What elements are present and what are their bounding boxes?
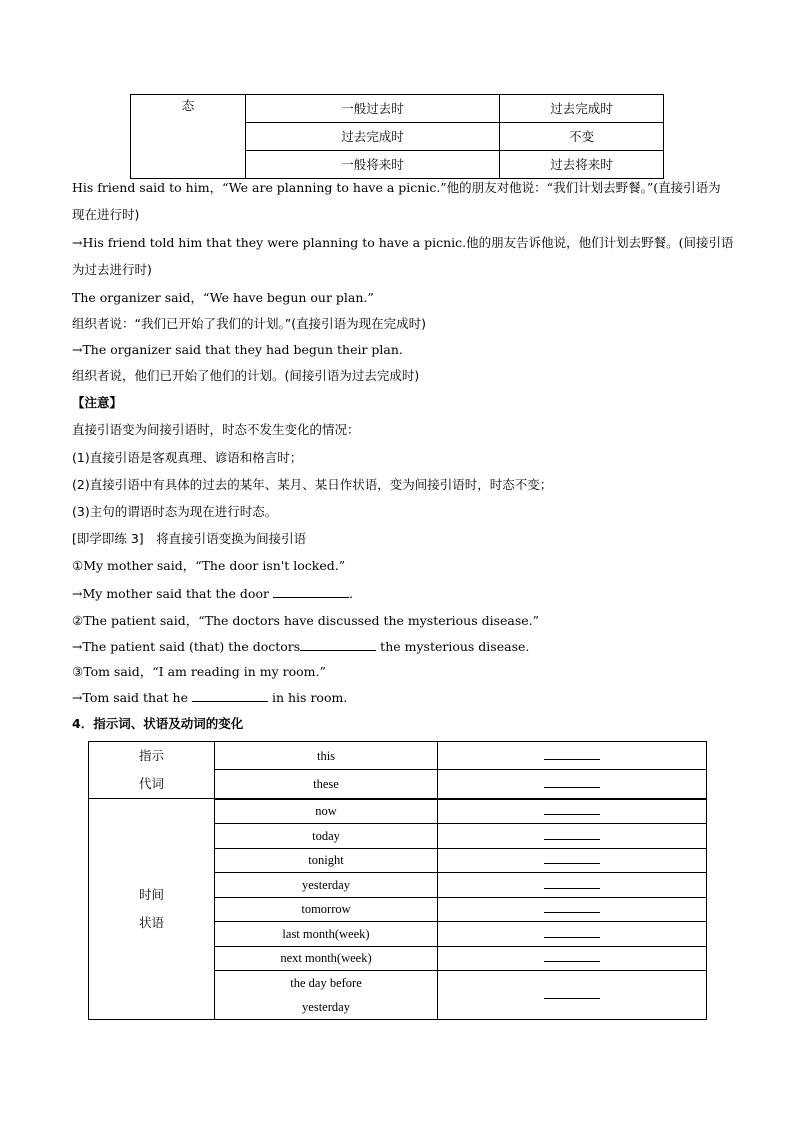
answer-cell[interactable]: [438, 824, 707, 849]
category-label-line: 时间: [138, 887, 164, 902]
answer-blank[interactable]: [544, 927, 600, 938]
exercise-2-question: ②The patient said，“The doctors have discussed the mysterious disease.”: [72, 613, 540, 628]
exercise-2-blank[interactable]: [300, 639, 376, 651]
exercise-1-suffix: .: [348, 586, 353, 601]
answer-blank[interactable]: [544, 777, 600, 788]
category-label-line: 指示: [138, 748, 164, 763]
note-heading: 【注意】: [72, 395, 123, 410]
word-line: the day before: [290, 976, 362, 990]
exercise-1-answer: [72, 586, 353, 602]
answer-blank[interactable]: [544, 804, 600, 815]
word-cell: next month(week): [215, 946, 438, 971]
word-cell: these: [215, 770, 438, 799]
indirect-tense-cell: 过去将来时: [500, 151, 664, 179]
section-4-heading: 4．指示词、状语及动词的变化: [72, 716, 244, 731]
word-cell: last month(week): [215, 922, 438, 947]
answer-blank[interactable]: [544, 749, 600, 760]
exercise-heading: [即学即练 3] 将直接引语变换为间接引语: [72, 531, 307, 546]
exercise-1-prefix: →My mother said that the door: [72, 586, 269, 601]
answer-cell[interactable]: [438, 946, 707, 971]
indirect-tense-cell: 过去完成时: [500, 95, 664, 123]
word-cell: now: [215, 799, 438, 824]
answer-blank[interactable]: [544, 829, 600, 840]
answer-cell[interactable]: [438, 848, 707, 873]
exercise-2-suffix: the mysterious disease.: [380, 639, 530, 654]
answer-cell[interactable]: [438, 873, 707, 898]
example-1-indirect-note: 为过去进行时): [72, 262, 152, 277]
note-item-3: (3)主句的谓语时态为现在进行时态。: [72, 504, 278, 519]
exercise-1-blank[interactable]: [273, 586, 349, 598]
exercise-3-answer: [72, 690, 347, 706]
note-item-1: (1)直接引语是客观真理、谚语和格言时；: [72, 450, 303, 465]
note-item-2: (2)直接引语中有具体的过去的某年、某月、某日作状语，变为间接引语时，时态不变；: [72, 477, 553, 492]
example-2-direct: The organizer said，“We have begun our plan.”: [72, 290, 374, 305]
exercise-1-question: ①My mother said，“The door isn't locked.”: [72, 558, 346, 573]
answer-blank[interactable]: [544, 853, 600, 864]
exercise-3-prefix: →Tom said that he: [72, 690, 189, 705]
answer-cell[interactable]: [438, 742, 707, 770]
demonstrative-pronoun-label: [89, 742, 215, 799]
exercise-3-suffix: in his room.: [271, 690, 348, 705]
word-cell: this: [215, 742, 438, 770]
example-1-indirect: →His friend told him that they were planning to have a picnic.他的朋友告诉他说，他们计划去野餐。(间接引语: [72, 235, 734, 250]
answer-cell[interactable]: [438, 897, 707, 922]
example-2-translation: 组织者说：“我们已开始了我们的计划。”(直接引语为现在完成时): [72, 316, 426, 331]
category-label-line: 状语: [138, 915, 164, 930]
direct-tense-cell: 过去完成时: [246, 123, 500, 151]
tense-category-cell: 态: [131, 95, 246, 179]
answer-blank[interactable]: [544, 902, 600, 913]
indirect-tense-cell: 不变: [500, 123, 664, 151]
answer-blank[interactable]: [544, 878, 600, 889]
tense-change-table: [130, 94, 664, 179]
example-1-direct: His friend said to him，“We are planning to have a picnic.”他的朋友对他说：“我们计划去野餐。”(直接引语为: [72, 180, 721, 195]
direct-tense-cell: 一般过去时: [246, 95, 500, 123]
answer-blank[interactable]: [544, 951, 600, 962]
note-intro: 直接引语变为间接引语时，时态不发生变化的情况：: [72, 422, 360, 437]
answer-cell[interactable]: [438, 799, 707, 824]
category-label-line: 代词: [138, 776, 164, 791]
word-cell: today: [215, 824, 438, 849]
answer-cell[interactable]: [438, 770, 707, 799]
answer-blank[interactable]: [544, 988, 600, 999]
time-adverbial-label: [89, 799, 215, 1020]
word-cell: tomorrow: [215, 897, 438, 922]
word-change-table: [88, 741, 707, 1020]
exercise-2-answer: [72, 639, 529, 655]
exercise-3-blank[interactable]: [192, 690, 268, 702]
word-cell-two-line: [215, 971, 438, 1020]
exercise-3-question: ③Tom said，“I am reading in my room.”: [72, 664, 326, 679]
example-2-indirect: →The organizer said that they had begun their plan.: [72, 342, 403, 357]
word-cell: yesterday: [215, 873, 438, 898]
word-cell: tonight: [215, 848, 438, 873]
example-2-indirect-translation: 组织者说，他们已开始了他们的计划。(间接引语为过去完成时): [72, 368, 420, 383]
exercise-2-prefix: →The patient said (that) the doctors: [72, 639, 301, 654]
example-1-note: 现在进行时): [72, 207, 140, 222]
answer-cell[interactable]: [438, 922, 707, 947]
word-line: yesterday: [302, 1000, 350, 1014]
answer-cell[interactable]: [438, 971, 707, 1020]
direct-tense-cell: 一般将来时: [246, 151, 500, 179]
